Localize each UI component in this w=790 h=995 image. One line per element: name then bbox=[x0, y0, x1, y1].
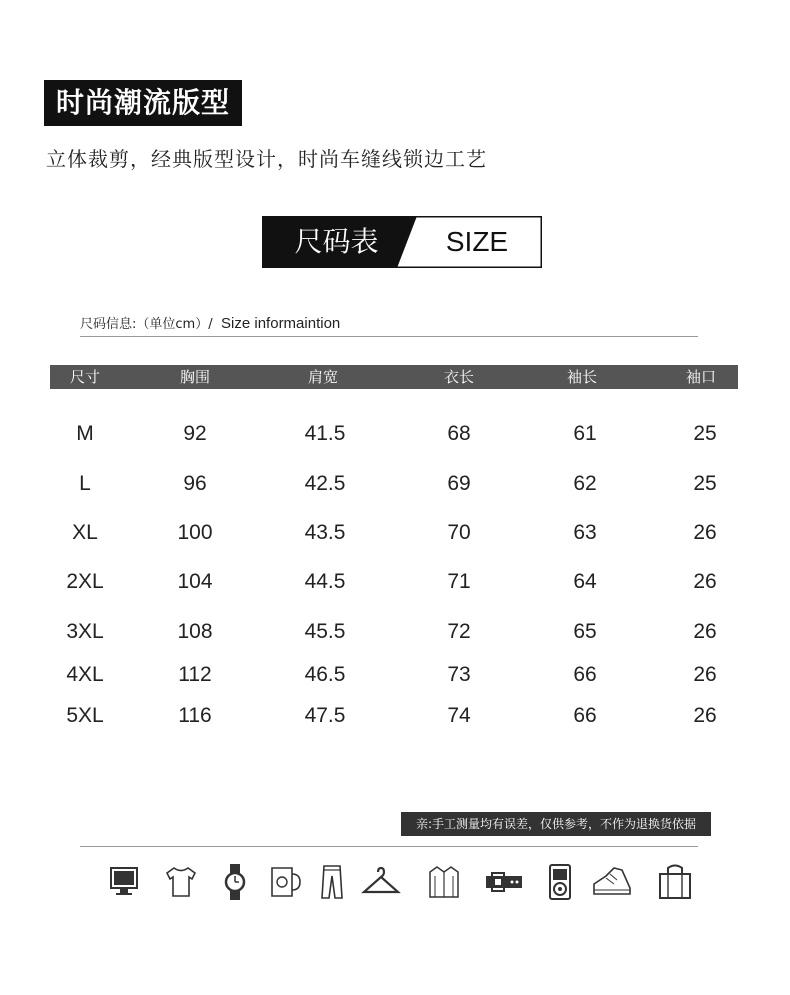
table-cell-cuff: 26 bbox=[693, 704, 717, 727]
table-cell-chest: 108 bbox=[177, 620, 213, 643]
table-header bbox=[50, 365, 738, 389]
table-cell-cuff: 26 bbox=[693, 521, 717, 544]
table-cell-length: 70 bbox=[447, 521, 471, 544]
table-cell-length: 74 bbox=[447, 704, 471, 727]
belt-icon bbox=[484, 862, 524, 902]
table-cell-length: 72 bbox=[447, 620, 471, 643]
table-cell-shoulder: 44.5 bbox=[304, 570, 346, 593]
divider bbox=[80, 336, 698, 337]
hanger-icon bbox=[361, 862, 401, 902]
table-cell-size: 2XL bbox=[66, 570, 104, 593]
sneaker-icon bbox=[592, 862, 632, 902]
header-cuff: 袖口 bbox=[685, 368, 716, 386]
table-cell-sleeve: 65 bbox=[573, 620, 597, 643]
table-cell-cuff: 25 bbox=[693, 422, 717, 445]
table-cell-shoulder: 43.5 bbox=[304, 521, 346, 544]
tshirt-icon bbox=[161, 862, 201, 902]
trousers-icon bbox=[312, 862, 352, 902]
header-size: 尺寸 bbox=[69, 368, 100, 386]
table-cell-cuff: 26 bbox=[693, 570, 717, 593]
table-cell-shoulder: 41.5 bbox=[304, 422, 346, 445]
table-cell-size: 3XL bbox=[66, 620, 104, 643]
table-cell-sleeve: 62 bbox=[573, 472, 597, 495]
table-cell-shoulder: 46.5 bbox=[304, 663, 346, 686]
table-cell-size: XL bbox=[72, 521, 98, 544]
category-icons bbox=[0, 862, 790, 902]
table-cell-sleeve: 64 bbox=[573, 570, 597, 593]
table-cell-cuff: 26 bbox=[693, 663, 717, 686]
disclaimer-note: 亲:手工测量均有误差，仅供参考，不作为退换货依据 bbox=[401, 812, 711, 836]
monitor-icon bbox=[104, 862, 144, 902]
table-cell-length: 71 bbox=[447, 570, 471, 593]
table-cell-chest: 104 bbox=[177, 570, 213, 593]
table-cell-sleeve: 63 bbox=[573, 521, 597, 544]
table-cell-cuff: 26 bbox=[693, 620, 717, 643]
table-cell-length: 73 bbox=[447, 663, 471, 686]
size-banner-en: SIZE bbox=[445, 226, 509, 257]
header-sleeve: 袖长 bbox=[566, 368, 597, 386]
page-title: 时尚潮流版型 bbox=[44, 80, 242, 126]
size-info-en: Size informaintion bbox=[221, 315, 341, 332]
mug-icon bbox=[264, 862, 304, 902]
table-cell-length: 69 bbox=[447, 472, 471, 495]
table-cell-cuff: 25 bbox=[693, 472, 717, 495]
table-cell-shoulder: 42.5 bbox=[304, 472, 346, 495]
table-cell-length: 68 bbox=[447, 422, 471, 445]
table-cell-shoulder: 45.5 bbox=[304, 620, 346, 643]
shirt-icon bbox=[424, 862, 464, 902]
watch-icon bbox=[215, 862, 255, 902]
table-cell-chest: 112 bbox=[178, 663, 212, 686]
size-banner bbox=[262, 216, 542, 268]
header-length: 衣长 bbox=[443, 368, 474, 386]
page-subtitle: 立体裁剪，经典版型设计，时尚车缝线锁边工艺 bbox=[46, 147, 487, 171]
table-cell-chest: 92 bbox=[183, 422, 207, 445]
table-cell-size: 5XL bbox=[66, 704, 104, 727]
table-cell-sleeve: 66 bbox=[573, 663, 597, 686]
table-cell-chest: 116 bbox=[178, 704, 212, 727]
table-cell-sleeve: 61 bbox=[573, 422, 597, 445]
size-banner-cn: 尺码表 bbox=[294, 225, 379, 258]
table-cell-size: M bbox=[76, 422, 94, 445]
divider bbox=[80, 846, 698, 847]
bag-icon bbox=[655, 862, 695, 902]
table-cell-size: 4XL bbox=[66, 663, 104, 686]
table-cell-chest: 96 bbox=[183, 472, 207, 495]
size-info bbox=[80, 313, 340, 332]
header-chest: 胸围 bbox=[179, 368, 210, 386]
ipod-icon bbox=[540, 862, 580, 902]
size-info-cn: 尺码信息:（单位cm）/ bbox=[80, 317, 213, 332]
table-cell-size: L bbox=[79, 472, 91, 495]
header-shoulder: 肩宽 bbox=[307, 368, 338, 386]
table-cell-shoulder: 47.5 bbox=[304, 704, 346, 727]
table-cell-chest: 100 bbox=[177, 521, 213, 544]
table-cell-sleeve: 66 bbox=[573, 704, 597, 727]
